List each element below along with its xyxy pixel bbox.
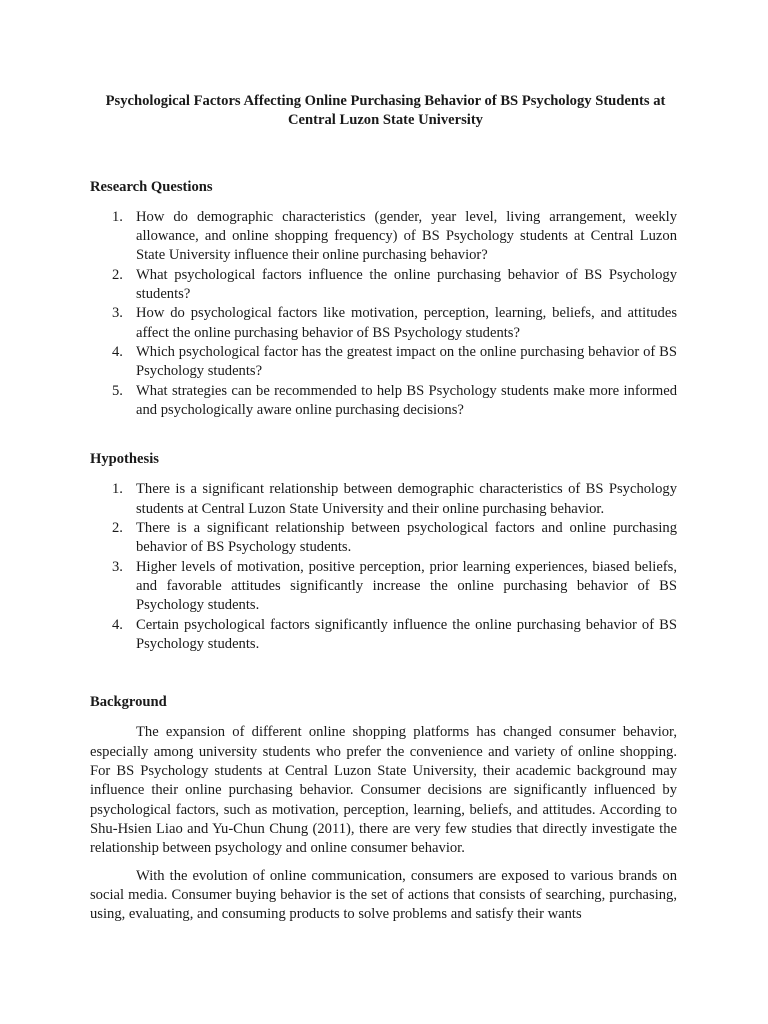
hypothesis-heading: Hypothesis: [90, 451, 159, 468]
list-number: 2.: [112, 520, 123, 537]
background-heading: Background: [90, 694, 167, 711]
list-item-text: What strategies can be recommended to help BS Psychology students make more informed and psychologically aware online purchasing decisions?: [136, 382, 677, 418]
document-page: [90, 92, 677, 932]
list-item: [90, 266, 677, 305]
list-item: [90, 304, 677, 343]
list-number: 1.: [112, 208, 123, 225]
list-item-text: How do psychological factors like motivation, perception, learning, beliefs, and attitudes affect the online purchasing behavior of BS Psychology students?: [136, 305, 677, 341]
list-item: [90, 343, 677, 382]
list-number: 2.: [112, 266, 123, 283]
list-number: 5.: [112, 382, 123, 399]
list-item-text: Higher levels of motivation, positive perception, prior learning experiences, biased beliefs, and favorable attitudes significantly increase the online purchasing behavior of BS Psychology students.: [136, 558, 677, 614]
list-item-text: There is a significant relationship between psychological factors and online purchasing behavior of BS Psychology students.: [136, 520, 677, 556]
hypothesis-list: [90, 480, 677, 654]
list-item: [90, 558, 677, 616]
list-item-text: Which psychological factor has the greatest impact on the online purchasing behavior of BS Psychology students?: [136, 343, 677, 380]
list-item: [90, 208, 677, 266]
list-item-text: What psychological factors influence the online purchasing behavior of BS Psychology students?: [136, 266, 677, 303]
list-item: [90, 480, 677, 519]
research-questions-list: [90, 208, 677, 420]
list-item-text: How do demographic characteristics (gender, year level, living arrangement, weekly allowance, and online shopping frequency) of BS Psychology students at Central Luzon State University influence their online purchasing behavior?: [136, 208, 677, 264]
list-item: [90, 616, 677, 655]
list-number: 3.: [112, 558, 123, 575]
research-questions-heading: Research Questions: [90, 178, 213, 195]
list-number: 4.: [112, 343, 123, 360]
list-item: [90, 519, 677, 558]
list-item-text: Certain psychological factors significantly influence the online purchasing behavior of BS Psychology students.: [136, 616, 677, 652]
background-paragraph: The expansion of different online shopping platforms has changed consumer behavior, especially among university students who prefer the convenience and variety of online shopping. For BS Psychology students at Central Luzon State University, their academic background may influence their online purchasing behavior. Consumer decisions are significantly influenced by psychological factors, such as motivation, perception, learning, beliefs, and attitudes. According to Shu-Hsien Liao and Yu-Chun Chung (2011), there are very few studies that directly investigate the relationship between psychology and online consumer behavior.: [90, 724, 677, 857]
list-number: 3.: [112, 305, 123, 322]
background-paragraph: With the evolution of online communication, consumers are exposed to various brands on social media. Consumer buying behavior is the set of actions that consists of searching, purchasing, using, evaluating, and consuming products to solve problems and satisfy their wants: [90, 867, 677, 923]
list-item: [90, 382, 677, 421]
document-title: Psychological Factors Affecting Online Purchasing Behavior of BS Psychology Students at Central Luzon State University: [105, 93, 666, 129]
list-number: 4.: [112, 616, 123, 633]
list-item-text: There is a significant relationship between demographic characteristics of BS Psychology students at Central Luzon State University and their online purchasing behavior.: [136, 481, 677, 517]
list-number: 1.: [112, 481, 123, 498]
